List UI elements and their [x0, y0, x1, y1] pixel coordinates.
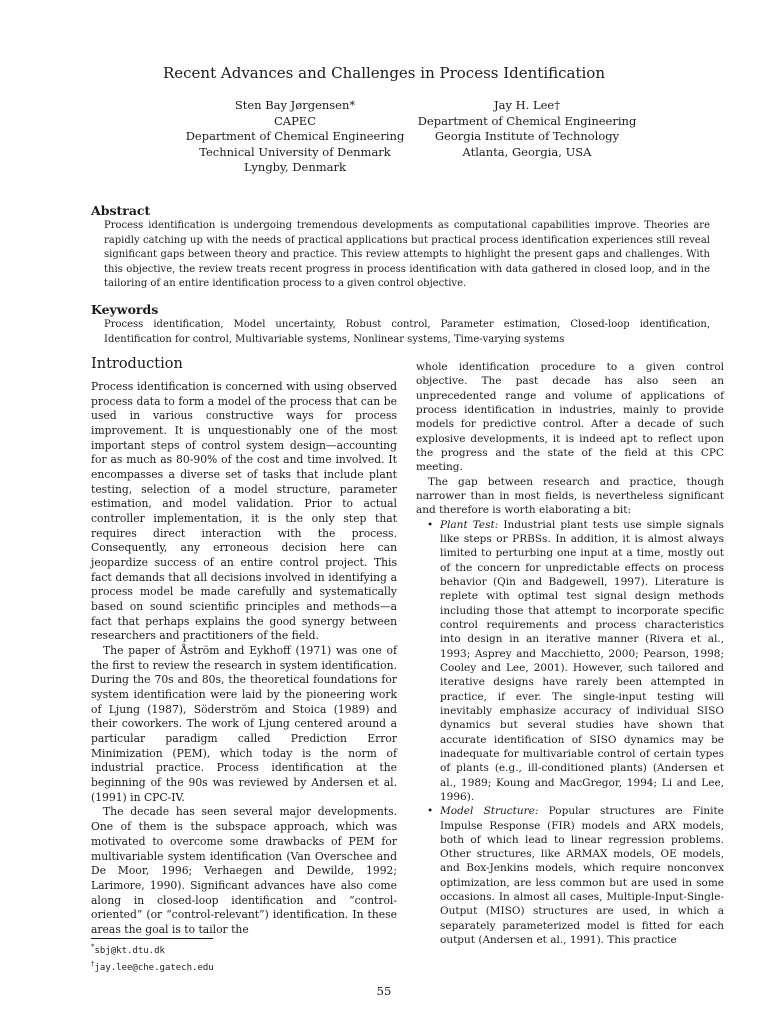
- list-item: [427, 518, 724, 805]
- list-item: [427, 804, 724, 947]
- bullet-list: [416, 518, 724, 948]
- footnote-rule: [91, 938, 213, 939]
- paragraph: whole identification procedure to a given control objective. The past decade has also seen an unprecedented range and volume of applications of process identification in industries, mainly to provide models for predictive control. After a decade of such explosive developments, it is indeed apt to reflect upon the progress and the state of the field at this CPC meeting.: [416, 361, 724, 474]
- author-block-jorgensen: [160, 98, 430, 176]
- page-number: 55: [376, 984, 392, 998]
- paragraph: The decade has seen several major developments. One of them is the subspace approach, which was motivated to overcome some drawbacks of PEM for multivariable system identification (Van Overschee and De Moor, 1996; Verhaegen and Dewilde, 1992; Larimore, 1990). Significant advances have also come along in closed-loop identification and “control-oriented” (or “control-relevant”) identification. In these areas the goal is to tailor the: [91, 805, 397, 936]
- footnote: [91, 941, 214, 958]
- footnote-email: jay.lee@che.gatech.edu: [94, 963, 214, 973]
- author-line: CAPEC: [273, 113, 317, 128]
- keywords-text: Process identification, Model uncertainty, Robust control, Parameter estimation, Closed-loop identification, Identification for control, Multivariable systems, Nonlinear systems, Time-varying systems: [104, 319, 710, 345]
- author-line: Georgia Institute of Technology: [434, 129, 620, 143]
- paragraph: The gap between research and practice, though narrower than in most fields, is nevertheless significant and therefore is worth elaborating a bit:: [416, 475, 724, 517]
- author-line: Sten Bay Jørgensen*: [234, 98, 356, 112]
- footnote: [91, 958, 214, 975]
- footnote-mark: *: [91, 943, 95, 951]
- paragraph: The paper of Åström and Eykhoff (1971) was one of the first to review the research in system identification. During the 70s and 80s, the theoretical foundations for system identification were laid by the pioneering work of Ljung (1987), Söderström and Stoica (1989) and their coworkers. The work of Ljung centered around a particular paradigm called Prediction Error Minimization (PEM), which today is the norm of industrial practice. Process identification at the beginning of the 90s was reviewed by Andersen et al. (1991) in CPC-IV.: [91, 644, 397, 804]
- paper-title: Recent Advances and Challenges in Process Identification: [162, 64, 605, 82]
- abstract-text: Process identification is undergoing tremendous developments as computational capabilities improve. Theories are rapidly catching up with the needs of practical applications but practical process identification experiences still reveal significant gaps between theory and practice. This review attempts to highlight the present gaps and challenges. With this objective, the review treats recent progress in process identification with data gathered in closed loop, and in the tailoring of an entire identification process to a given control objective.: [104, 220, 710, 289]
- section-heading-introduction: Introduction: [91, 356, 183, 372]
- left-column: [91, 380, 397, 938]
- abstract-heading: Abstract: [91, 203, 151, 218]
- bullet-text: Popular structures are Finite Impulse Response (FIR) models and ARX models, both of which lead to linear regression problems. Other structures, like ARMAX models, OE models, and Box-Jenkins models, which require nonconvex optimization, are less common but are used in some occasions. In almost all cases, Multiple-Input-Single-Output (MISO) structures are used, in which a separately parameterized model is fitted for each output (Andersen et al., 1991). This practice: [440, 805, 724, 947]
- paragraph: Process identification is concerned with using observed process data to form a model of the process that can be used in various constructive ways for process improvement. It is unquestionably one of the most important steps of control system design—accounting for as much as 80-90% of the cost and time involved. It encompasses a diverse set of tasks that include plant testing, selection of a model structure, parameter estimation, and model validation. Prior to actual controller implementation, it is the only step that requires direct interaction with the process. Consequently, any erroneous decision here can jeopardize success of an entire control project. This fact demands that all decisions involved in identifying a process model be made carefully and systematically based on sound scientific principles and methods—a fact that perhaps explains the good synergy between researchers and practitioners of the field.: [91, 380, 397, 643]
- author-line: Atlanta, Georgia, USA: [462, 144, 592, 159]
- author-line: Technical University of Denmark: [199, 144, 391, 159]
- footnotes: [91, 941, 214, 975]
- bullet-label: Model Structure:: [440, 805, 539, 818]
- author-line: Department of Chemical Engineering: [417, 113, 637, 128]
- keywords-heading: Keywords: [91, 302, 159, 317]
- author-line: Lyngby, Denmark: [243, 160, 346, 174]
- author-line: Jay H. Lee†: [494, 98, 560, 112]
- right-column: [416, 360, 724, 947]
- author-block-lee: [392, 98, 662, 160]
- bullet-label: Plant Test:: [440, 518, 499, 531]
- bullet-icon: •: [427, 805, 434, 818]
- author-line: Department of Chemical Engineering: [185, 129, 405, 143]
- footnote-mark: †: [91, 960, 95, 968]
- footnote-email: sbj@kt.dtu.dk: [94, 946, 165, 956]
- bullet-icon: •: [427, 518, 434, 531]
- bullet-text: Industrial plant tests use simple signals like steps or PRBSs. In addition, it is almost always limited to perturbing one input at a time, mostly out of the concern for unpredictable effects on process behavior (Qin and Badgewell, 1997). Literature is replete with optimal test signal design methods including those that attempt to incorporate specific control requirements and process characteristics into design in an iterative manner (Rivera et al., 1993; Asprey and Macchietto, 2000; Pearson, 1998; Cooley and Lee, 2001). However, such tailored and iterative designs have rarely been attempted in practice, if ever. The single-input testing will inevitably emphasize accuracy of individual SISO dynamics but several studies have shown that accurate identification of SISO dynamics may be inadequate for multivariable control of certain types of plants (e.g., ill-conditioned plants) (Andersen et al., 1989; Koung and MacGregor, 1994; Li and Lee, 1996).: [440, 518, 724, 803]
